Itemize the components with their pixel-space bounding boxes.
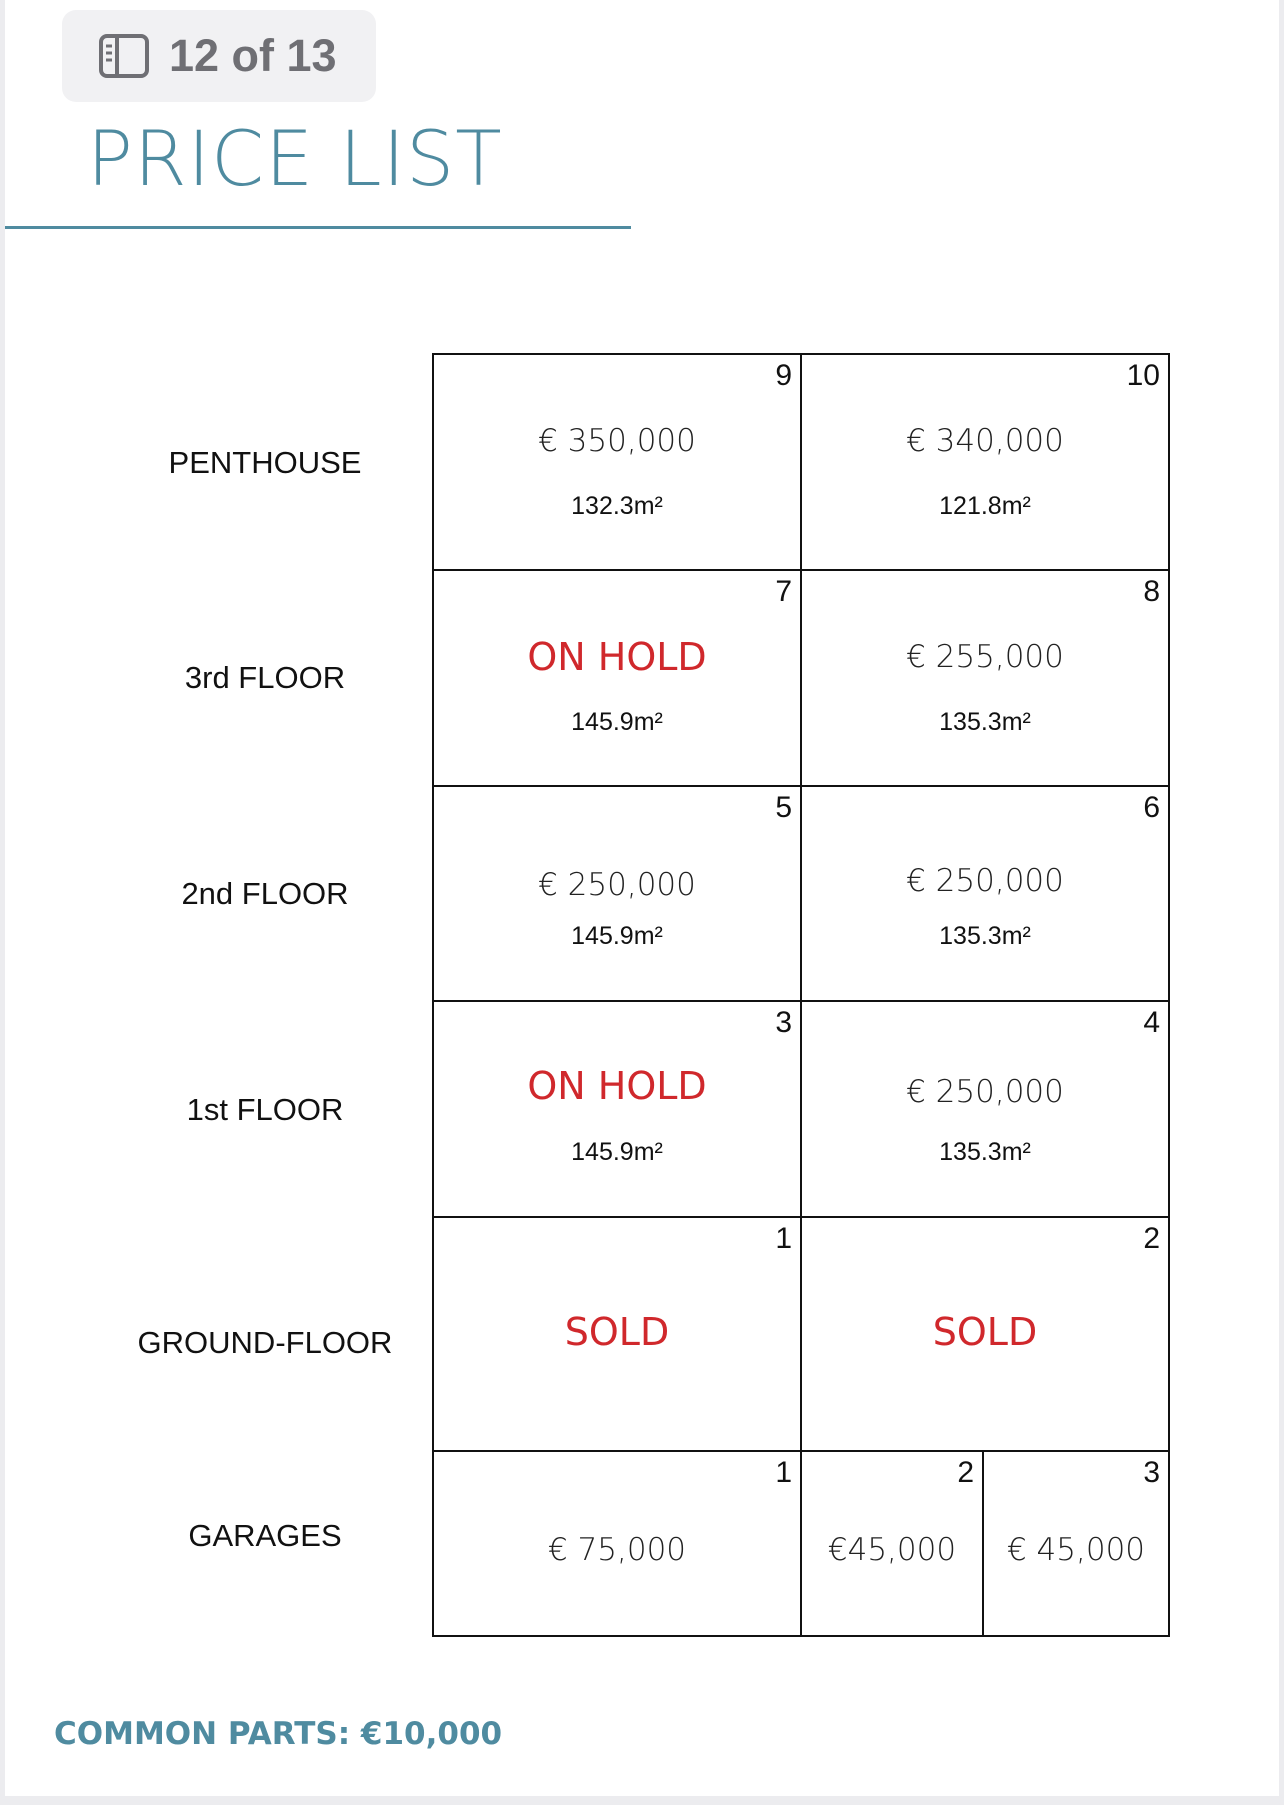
unit-cell-ground-2 — [802, 1218, 1168, 1450]
unit-cell-8 — [802, 571, 1168, 785]
status-badge: SOLD — [564, 1310, 670, 1354]
page-counter-text: 12 of 13 — [169, 30, 337, 81]
row-label-1st-floor: 1st FLOOR — [186, 1092, 344, 1127]
unit-price: € 350,000 — [538, 423, 696, 459]
unit-price: € 75,000 — [547, 1532, 687, 1568]
unit-number: 8 — [1143, 575, 1160, 608]
unit-area: 135.3m² — [939, 1138, 1031, 1166]
unit-price: €45,000 — [827, 1532, 957, 1568]
unit-cell-6 — [802, 787, 1168, 1000]
unit-number: 2 — [1143, 1222, 1160, 1255]
unit-cell-3 — [434, 1002, 800, 1216]
unit-price: € 255,000 — [906, 639, 1064, 675]
unit-area: 121.8m² — [939, 492, 1031, 520]
book-icon — [99, 34, 149, 78]
unit-number: 1 — [775, 1456, 792, 1489]
row-label-3rd-floor: 3rd FLOOR — [184, 660, 346, 695]
unit-area: 135.3m² — [939, 922, 1031, 950]
row-label-ground-floor: GROUND-FLOOR — [137, 1325, 393, 1360]
row-label-2nd-floor: 2nd FLOOR — [181, 876, 349, 911]
unit-cell-7 — [434, 571, 800, 785]
unit-price: € 250,000 — [906, 1074, 1064, 1110]
unit-cell-10 — [802, 355, 1168, 569]
unit-price: € 45,000 — [1006, 1532, 1146, 1568]
unit-number: 10 — [1126, 359, 1160, 392]
status-badge: SOLD — [932, 1310, 1038, 1354]
unit-number: 5 — [775, 791, 792, 824]
unit-cell-5 — [434, 787, 800, 1000]
unit-price: € 250,000 — [538, 867, 696, 903]
garage-cell-3 — [984, 1452, 1168, 1637]
unit-number: 9 — [775, 359, 792, 392]
document-title: PRICE LIST — [87, 114, 503, 203]
row-label-penthouse: PENTHOUSE — [168, 445, 362, 480]
unit-price: € 250,000 — [906, 863, 1064, 899]
unit-cell-4 — [802, 1002, 1168, 1216]
unit-number: 7 — [775, 575, 792, 608]
unit-number: 4 — [1143, 1006, 1160, 1039]
page-counter-badge[interactable] — [62, 10, 376, 102]
row-label-garages: GARAGES — [188, 1518, 342, 1553]
unit-number: 1 — [775, 1222, 792, 1255]
price-grid — [432, 353, 1170, 1637]
status-badge: ON HOLD — [527, 1064, 707, 1108]
unit-cell-9 — [434, 355, 800, 569]
document-page — [5, 0, 1279, 1796]
garage-cell-1 — [434, 1452, 800, 1637]
unit-area: 132.3m² — [571, 492, 663, 520]
status-badge: ON HOLD — [527, 635, 707, 679]
unit-area: 145.9m² — [571, 1138, 663, 1166]
common-parts-note: COMMON PARTS: €10,000 — [54, 1716, 503, 1752]
unit-number: 6 — [1143, 791, 1160, 824]
unit-cell-ground-1 — [434, 1218, 800, 1450]
unit-number: 3 — [1143, 1456, 1160, 1489]
unit-number: 3 — [775, 1006, 792, 1039]
unit-area: 145.9m² — [571, 922, 663, 950]
unit-area: 145.9m² — [571, 708, 663, 736]
unit-price: € 340,000 — [906, 423, 1064, 459]
unit-number: 2 — [957, 1456, 974, 1489]
garage-cell-2 — [802, 1452, 982, 1637]
unit-area: 135.3m² — [939, 708, 1031, 736]
title-divider — [5, 226, 631, 229]
